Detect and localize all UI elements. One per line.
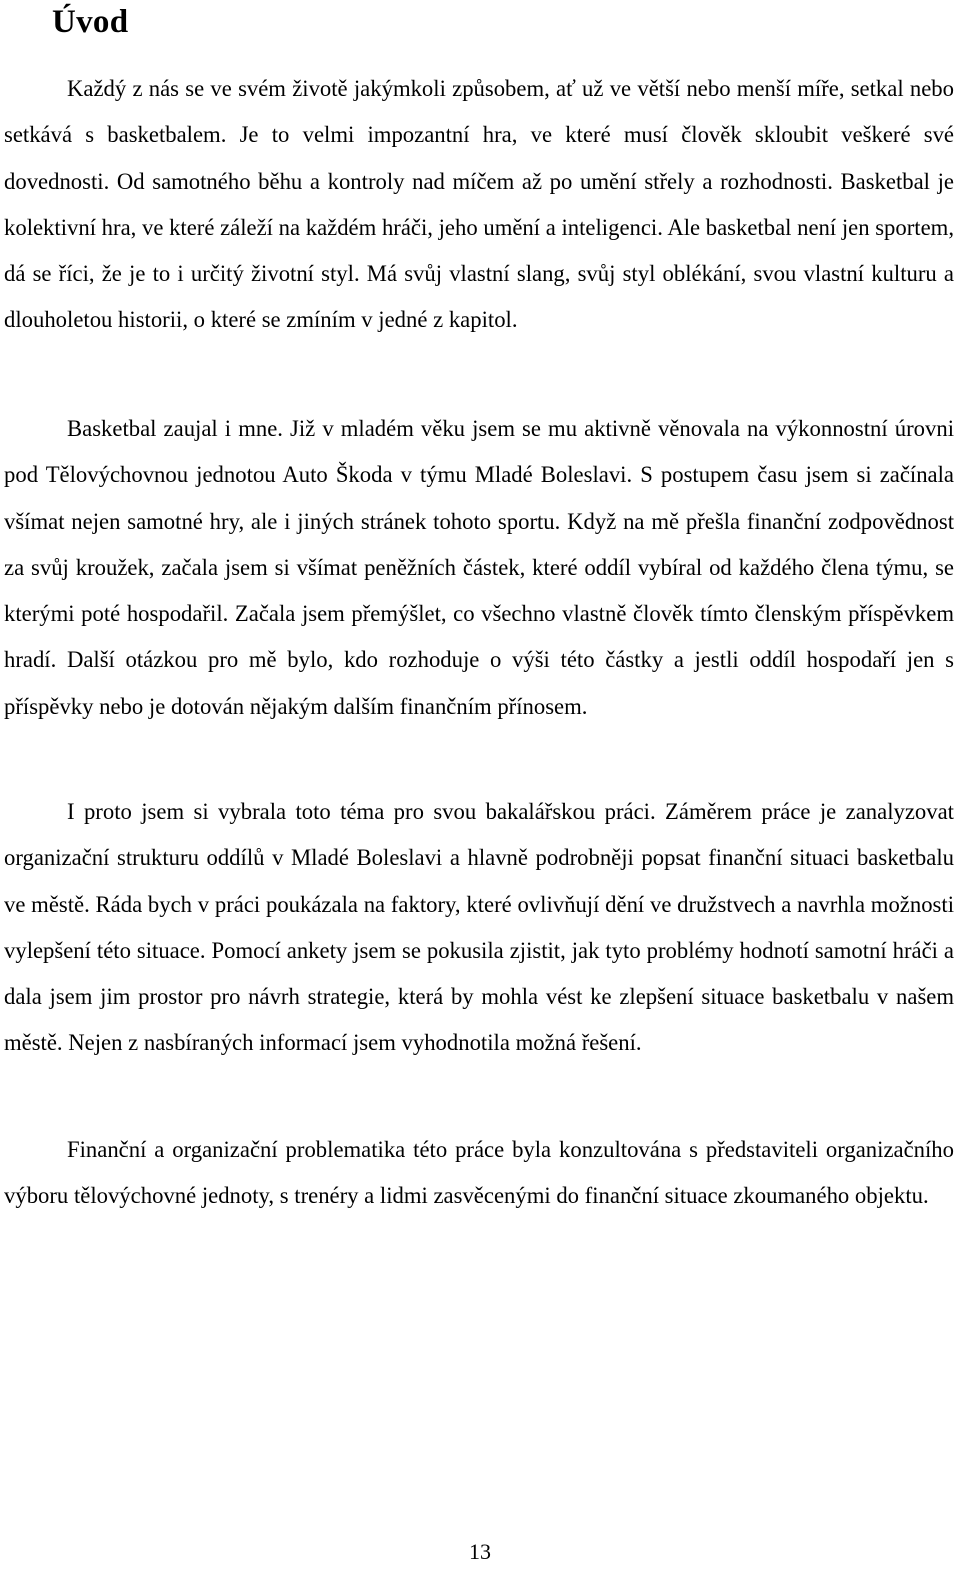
paragraph-intro: Každý z nás se ve svém životě jakýmkoli způsobem, ať už ve větší nebo menší míře, setkal nebo setkává s basketbalem. Je to velmi impozantní hra, ve které musí člověk skloubit veškeré své dovednosti. Od samotného běhu a kontroly nad míčem až po umění střely a rozhodnosti. Basketbal je kolektivní hra, ve které záleží na každém hráči, jeho umění a inteligenci. Ale basketbal není jen sportem, dá se říci, že je to i určitý životní styl. Má svůj vlastní slang, svůj styl oblékání, svou vlastní kulturu a dlouholetou historii, o které se zmíním v jedné z kapitol. <box>4 76 954 333</box>
section-heading: Úvod <box>52 4 129 40</box>
paragraph-consultation: Finanční a organizační problematika této práce byla konzultována s představiteli organizačního výboru tělovýchovné jednoty, s trenéry a lidmi zasvěcenými do finanční situace zkoumaného objektu. <box>4 1137 954 1209</box>
page-number: 13 <box>469 1539 491 1564</box>
paragraph-personal-motivation: Basketbal zaujal i mne. Již v mladém věku jsem se mu aktivně věnovala na výkonnostní úrovni pod Tělovýchovnou jednotou Auto Škoda v týmu Mladé Boleslavi. S postupem času jsem si začínala všímat nejen samotné hry, ale i jiných stránek tohoto sportu. Když na mě přešla finanční zodpovědnost za svůj kroužek, začala jsem si všímat peněžních částek, které oddíl vybíral od každého člena týmu, se kterými poté hospodařil. Začala jsem přemýšlet, co všechno vlastně člověk tímto členským příspěvkem hradí. Další otázkou pro mě bylo, kdo rozhoduje o výši této částky a jestli oddíl hospodaří jen s příspěvky nebo je dotován nějakým dalším finančním přínosem. <box>4 416 954 719</box>
paragraph-thesis-aim: I proto jsem si vybrala toto téma pro svou bakalářskou práci. Záměrem práce je zanalyzovat organizační strukturu oddílů v Mladé Boleslavi a hlavně podrobněji popsat finanční situaci basketbalu ve městě. Ráda bych v práci poukázala na faktory, které ovlivňují dění ve družstvech a navrhla možnosti vylepšení této situace. Pomocí ankety jsem se pokusila zjistit, jak tyto problémy hodnotí samotní hráči a dala jsem jim prostor pro návrh strategie, která by mohla vést ke zlepšení situace basketbalu v našem městě. Nejen z nasbíraných informací jsem vyhodnotila možná řešení. <box>4 799 954 1056</box>
